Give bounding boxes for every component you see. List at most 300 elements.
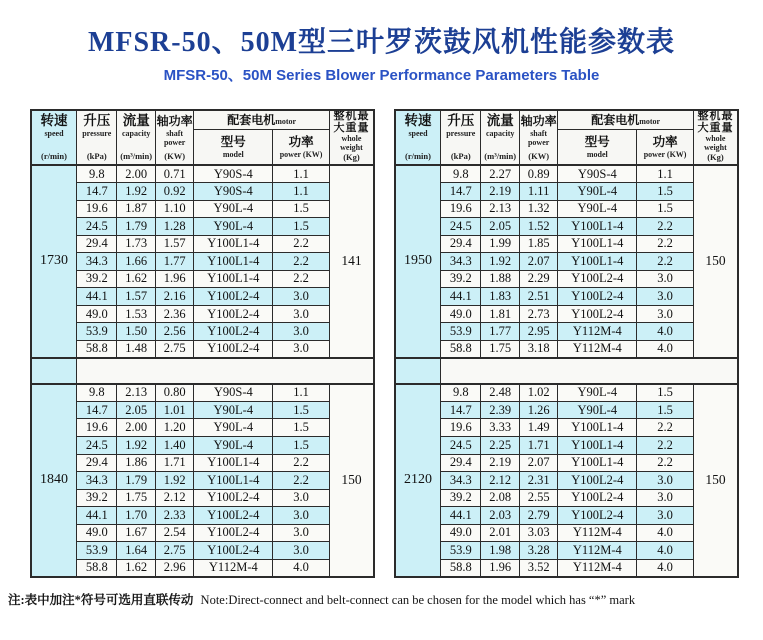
motor-power-cell: 2.2 <box>637 454 694 472</box>
capacity-cell: 1.98 <box>481 542 519 560</box>
capacity-cell: 3.33 <box>481 419 519 437</box>
motor-power-cell: 4.0 <box>637 340 694 358</box>
header-capacity-unit: (m³/min) <box>120 151 153 161</box>
header-weight-cn2: 大重量 <box>333 121 370 134</box>
motor-model-cell: Y90L-4 <box>194 218 273 236</box>
pressure-cell: 9.8 <box>441 384 481 402</box>
performance-table-left <box>30 109 375 578</box>
page-subtitle: MFSR-50、50M Series Blower Performance Parameters Table <box>163 67 600 84</box>
shaft-power-cell: 2.79 <box>519 507 557 525</box>
motor-power-cell: 2.2 <box>637 437 694 455</box>
capacity-cell: 1.88 <box>481 270 519 288</box>
motor-power-cell: 1.5 <box>273 419 330 437</box>
motor-power-cell: 2.2 <box>273 270 330 288</box>
shaft-power-cell: 1.96 <box>155 270 193 288</box>
motor-model-cell: Y100L2-4 <box>194 524 273 542</box>
table-row <box>395 323 738 341</box>
motor-model-cell: Y112M-4 <box>558 340 637 358</box>
capacity-cell: 1.87 <box>117 200 155 218</box>
performance-table-right <box>394 109 739 578</box>
motor-model-cell: Y90L-4 <box>194 437 273 455</box>
motor-model-cell: Y90L-4 <box>194 401 273 419</box>
capacity-cell: 2.48 <box>481 384 519 402</box>
pressure-cell: 19.6 <box>441 200 481 218</box>
capacity-cell: 2.19 <box>481 454 519 472</box>
capacity-cell: 1.70 <box>117 507 155 525</box>
motor-model-cell: Y100L2-4 <box>194 542 273 560</box>
pressure-cell: 29.4 <box>77 235 117 253</box>
table-row <box>395 165 738 183</box>
table-row <box>31 454 374 472</box>
header-capacity-en: capacity <box>485 129 515 138</box>
pressure-cell: 39.2 <box>77 489 117 507</box>
pressure-cell: 14.7 <box>441 183 481 201</box>
motor-model-cell: Y112M-4 <box>558 323 637 341</box>
motor-model-cell: Y90L-4 <box>194 200 273 218</box>
motor-model-cell: Y112M-4 <box>558 542 637 560</box>
header-capacity-cn: 流量 <box>122 113 150 128</box>
header-shaft-cn: 轴功率 <box>520 114 557 128</box>
page <box>0 20 763 640</box>
header-speed-en: speed <box>44 129 64 138</box>
pressure-cell: 58.8 <box>77 559 117 577</box>
table-row <box>31 305 374 323</box>
table-row <box>31 323 374 341</box>
capacity-cell: 1.57 <box>117 288 155 306</box>
table-row <box>31 253 374 271</box>
pressure-cell: 49.0 <box>77 305 117 323</box>
table-row <box>31 200 374 218</box>
pressure-cell: 9.8 <box>441 165 481 183</box>
col-header-weight <box>329 110 374 165</box>
col-header-shaft-power <box>155 110 193 165</box>
capacity-cell: 2.01 <box>481 524 519 542</box>
table-row <box>31 401 374 419</box>
shaft-power-cell: 1.11 <box>519 183 557 201</box>
table-body <box>31 165 374 577</box>
motor-power-cell: 3.0 <box>273 288 330 306</box>
shaft-power-cell: 2.75 <box>155 542 193 560</box>
header-pressure-en: pressure <box>82 129 112 138</box>
capacity-cell: 1.75 <box>481 340 519 358</box>
motor-model-cell: Y100L2-4 <box>558 489 637 507</box>
motor-model-cell: Y100L1-4 <box>194 253 273 271</box>
shaft-power-cell: 2.73 <box>519 305 557 323</box>
motor-power-cell: 2.2 <box>637 218 694 236</box>
shaft-power-cell: 2.36 <box>155 305 193 323</box>
weight-cell: 150 <box>693 165 738 358</box>
capacity-cell: 1.86 <box>117 454 155 472</box>
capacity-cell: 1.96 <box>481 559 519 577</box>
capacity-cell: 2.39 <box>481 401 519 419</box>
table-row <box>395 489 738 507</box>
table-row <box>31 507 374 525</box>
pressure-cell: 24.5 <box>77 218 117 236</box>
header-power-en: power (KW) <box>279 150 323 160</box>
table-header <box>31 110 374 165</box>
motor-power-cell: 2.2 <box>273 253 330 271</box>
shaft-power-cell: 3.52 <box>519 559 557 577</box>
speed-cell: 1950 <box>395 165 441 358</box>
capacity-cell: 1.92 <box>117 183 155 201</box>
shaft-power-cell: 1.49 <box>519 419 557 437</box>
shaft-power-cell: 1.02 <box>519 384 557 402</box>
motor-power-cell: 3.0 <box>273 323 330 341</box>
capacity-cell: 2.05 <box>117 401 155 419</box>
header-weight-unit: (Kg) <box>707 152 724 162</box>
capacity-cell: 1.92 <box>481 253 519 271</box>
col-header-motor-model <box>194 130 273 165</box>
motor-power-cell: 1.5 <box>273 218 330 236</box>
pressure-cell: 34.3 <box>441 253 481 271</box>
table-row <box>395 340 738 358</box>
motor-power-cell: 3.0 <box>637 288 694 306</box>
motor-power-cell: 4.0 <box>637 524 694 542</box>
pressure-cell: 34.3 <box>441 472 481 490</box>
capacity-cell: 1.64 <box>117 542 155 560</box>
header-speed-cn: 转速 <box>404 113 432 128</box>
motor-power-cell: 3.0 <box>273 340 330 358</box>
pressure-cell: 58.8 <box>441 559 481 577</box>
motor-power-cell: 4.0 <box>273 559 330 577</box>
capacity-cell: 1.79 <box>117 218 155 236</box>
shaft-power-cell: 3.28 <box>519 542 557 560</box>
motor-model-cell: Y100L1-4 <box>194 235 273 253</box>
pressure-cell: 24.5 <box>441 218 481 236</box>
pressure-cell: 19.6 <box>77 419 117 437</box>
motor-model-cell: Y100L2-4 <box>194 323 273 341</box>
capacity-cell: 2.00 <box>117 165 155 183</box>
pressure-cell: 29.4 <box>441 454 481 472</box>
capacity-cell: 2.25 <box>481 437 519 455</box>
pressure-cell: 39.2 <box>77 270 117 288</box>
pressure-cell: 14.7 <box>77 183 117 201</box>
shaft-power-cell: 2.75 <box>155 340 193 358</box>
table-row <box>395 235 738 253</box>
capacity-cell: 2.03 <box>481 507 519 525</box>
tables-area <box>0 109 763 577</box>
col-header-speed <box>395 110 441 165</box>
motor-power-cell: 2.2 <box>637 235 694 253</box>
capacity-cell: 1.92 <box>117 437 155 455</box>
header-pressure-unit: (kPa) <box>450 151 471 161</box>
motor-model-cell: Y100L2-4 <box>558 288 637 306</box>
shaft-power-cell: 1.77 <box>155 253 193 271</box>
motor-model-cell: Y90S-4 <box>194 384 273 402</box>
shaft-power-cell: 1.10 <box>155 200 193 218</box>
table-row <box>395 559 738 577</box>
table-row <box>31 437 374 455</box>
motor-model-cell: Y90L-4 <box>194 419 273 437</box>
motor-power-cell: 4.0 <box>637 559 694 577</box>
weight-cell: 141 <box>329 165 374 358</box>
motor-power-cell: 3.0 <box>637 305 694 323</box>
separator-speed-cell <box>31 358 77 384</box>
table-row <box>395 270 738 288</box>
capacity-cell: 1.53 <box>117 305 155 323</box>
header-motor-en: motor <box>275 117 297 127</box>
shaft-power-cell: 2.56 <box>155 323 193 341</box>
pressure-cell: 14.7 <box>77 401 117 419</box>
capacity-cell: 2.08 <box>481 489 519 507</box>
capacity-cell: 2.12 <box>481 472 519 490</box>
header-weight-cn1: 整机最 <box>333 110 370 122</box>
pressure-cell: 19.6 <box>441 419 481 437</box>
header-model-en: model <box>222 150 244 160</box>
capacity-cell: 1.77 <box>481 323 519 341</box>
table-body <box>395 165 738 577</box>
group-separator-row <box>31 358 374 384</box>
header-speed-unit: (r/min) <box>405 151 431 161</box>
pressure-cell: 39.2 <box>441 270 481 288</box>
header-weight-en: whole weight <box>704 134 727 152</box>
motor-model-cell: Y112M-4 <box>194 559 273 577</box>
pressure-cell: 44.1 <box>77 288 117 306</box>
shaft-power-cell: 3.18 <box>519 340 557 358</box>
motor-model-cell: Y100L2-4 <box>558 270 637 288</box>
shaft-power-cell: 2.07 <box>519 253 557 271</box>
motor-power-cell: 1.5 <box>273 200 330 218</box>
col-header-shaft-power <box>519 110 557 165</box>
col-header-weight <box>693 110 738 165</box>
pressure-cell: 9.8 <box>77 165 117 183</box>
header-pressure-cn: 升压 <box>83 113 111 128</box>
separator-cell <box>77 358 374 384</box>
motor-power-cell: 1.5 <box>637 200 694 218</box>
group-separator-row <box>395 358 738 384</box>
capacity-cell: 1.81 <box>481 305 519 323</box>
table-row <box>31 419 374 437</box>
capacity-cell: 2.13 <box>117 384 155 402</box>
table-row <box>31 524 374 542</box>
shaft-power-cell: 1.71 <box>519 437 557 455</box>
motor-power-cell: 1.1 <box>637 165 694 183</box>
motor-power-cell: 1.1 <box>273 165 330 183</box>
table-row <box>395 542 738 560</box>
header-power-en: power (KW) <box>643 150 687 160</box>
motor-power-cell: 3.0 <box>637 489 694 507</box>
motor-model-cell: Y112M-4 <box>558 524 637 542</box>
motor-model-cell: Y90S-4 <box>558 165 637 183</box>
shaft-power-cell: 0.71 <box>155 165 193 183</box>
pressure-cell: 34.3 <box>77 253 117 271</box>
footnote-english: Note:Direct-connect and belt-connect can be chosen for the model which has “*” mark <box>200 593 636 607</box>
motor-power-cell: 2.2 <box>273 472 330 490</box>
shaft-power-cell: 2.54 <box>155 524 193 542</box>
table-row <box>395 507 738 525</box>
motor-model-cell: Y100L1-4 <box>558 235 637 253</box>
shaft-power-cell: 3.03 <box>519 524 557 542</box>
table-row <box>31 165 374 183</box>
header-model-cn: 型号 <box>584 135 610 150</box>
capacity-cell: 2.27 <box>481 165 519 183</box>
shaft-power-cell: 1.71 <box>155 454 193 472</box>
table-row <box>31 270 374 288</box>
table-row <box>395 401 738 419</box>
motor-model-cell: Y100L2-4 <box>558 507 637 525</box>
motor-model-cell: Y100L1-4 <box>558 253 637 271</box>
page-title: MFSR-50、50M型三叶罗茨鼓风机性能参数表 <box>87 27 676 58</box>
motor-model-cell: Y90L-4 <box>558 183 637 201</box>
speed-cell: 2120 <box>395 384 441 577</box>
shaft-power-cell: 1.92 <box>155 472 193 490</box>
weight-cell: 150 <box>329 384 374 577</box>
shaft-power-cell: 2.55 <box>519 489 557 507</box>
table-row <box>31 472 374 490</box>
capacity-cell: 2.00 <box>117 419 155 437</box>
header-capacity-unit: (m³/min) <box>484 151 517 161</box>
col-header-motor-group <box>558 110 694 130</box>
motor-model-cell: Y100L2-4 <box>194 305 273 323</box>
shaft-power-cell: 1.01 <box>155 401 193 419</box>
pressure-cell: 44.1 <box>77 507 117 525</box>
header-motor-cn: 配套电机 <box>591 113 640 128</box>
shaft-power-cell: 2.07 <box>519 454 557 472</box>
motor-power-cell: 1.5 <box>637 183 694 201</box>
table-row <box>31 489 374 507</box>
shaft-power-cell: 1.85 <box>519 235 557 253</box>
shaft-power-cell: 2.29 <box>519 270 557 288</box>
pressure-cell: 49.0 <box>77 524 117 542</box>
pressure-cell: 44.1 <box>441 288 481 306</box>
pressure-cell: 53.9 <box>77 323 117 341</box>
shaft-power-cell: 1.57 <box>155 235 193 253</box>
motor-model-cell: Y100L2-4 <box>194 507 273 525</box>
table-row <box>31 559 374 577</box>
motor-model-cell: Y100L2-4 <box>558 472 637 490</box>
motor-power-cell: 3.0 <box>637 507 694 525</box>
motor-model-cell: Y100L1-4 <box>558 419 637 437</box>
motor-power-cell: 1.5 <box>637 384 694 402</box>
motor-power-cell: 1.5 <box>273 401 330 419</box>
motor-power-cell: 1.5 <box>637 401 694 419</box>
header-pressure-en: pressure <box>446 129 476 138</box>
table-row <box>31 542 374 560</box>
table-row <box>31 340 374 358</box>
motor-power-cell: 3.0 <box>273 305 330 323</box>
table-row <box>395 454 738 472</box>
shaft-power-cell: 0.80 <box>155 384 193 402</box>
table-row <box>31 384 374 402</box>
header-model-en: model <box>586 150 608 160</box>
speed-cell: 1840 <box>31 384 77 577</box>
shaft-power-cell: 1.52 <box>519 218 557 236</box>
header-weight-cn2: 大重量 <box>697 121 734 134</box>
header-weight-en: whole weight <box>340 134 363 152</box>
motor-power-cell: 2.2 <box>637 253 694 271</box>
table-row <box>395 524 738 542</box>
pressure-cell: 49.0 <box>441 305 481 323</box>
capacity-cell: 1.67 <box>117 524 155 542</box>
header-power-cn: 功率 <box>288 135 314 150</box>
header-speed-unit: (r/min) <box>41 151 67 161</box>
header-motor-en: motor <box>639 117 661 127</box>
motor-power-cell: 2.2 <box>273 235 330 253</box>
speed-cell: 1730 <box>31 165 77 358</box>
table-row <box>395 288 738 306</box>
table-row <box>31 235 374 253</box>
header-speed-cn: 转速 <box>40 113 68 128</box>
motor-power-cell: 2.2 <box>273 454 330 472</box>
table-row <box>395 218 738 236</box>
motor-power-cell: 3.0 <box>637 472 694 490</box>
separator-cell <box>441 358 738 384</box>
shaft-power-cell: 1.20 <box>155 419 193 437</box>
header-motor-cn: 配套电机 <box>227 113 276 128</box>
header-pressure-unit: (kPa) <box>86 151 107 161</box>
motor-model-cell: Y90S-4 <box>194 183 273 201</box>
col-header-capacity <box>117 110 155 165</box>
pressure-cell: 29.4 <box>441 235 481 253</box>
col-header-motor-model <box>558 130 637 165</box>
motor-model-cell: Y100L1-4 <box>558 437 637 455</box>
motor-model-cell: Y100L1-4 <box>558 454 637 472</box>
col-header-speed <box>31 110 77 165</box>
capacity-cell: 1.73 <box>117 235 155 253</box>
motor-model-cell: Y100L2-4 <box>194 340 273 358</box>
header-power-cn: 功率 <box>652 135 678 150</box>
header-speed-en: speed <box>408 129 428 138</box>
capacity-cell: 1.83 <box>481 288 519 306</box>
header-capacity-en: capacity <box>121 129 151 138</box>
motor-power-cell: 3.0 <box>273 489 330 507</box>
table-row <box>31 218 374 236</box>
capacity-cell: 2.19 <box>481 183 519 201</box>
pressure-cell: 44.1 <box>441 507 481 525</box>
table-row <box>395 253 738 271</box>
pressure-cell: 53.9 <box>441 542 481 560</box>
motor-model-cell: Y112M-4 <box>558 559 637 577</box>
shaft-power-cell: 1.28 <box>155 218 193 236</box>
header-shaft-unit: (KW) <box>528 151 550 161</box>
weight-cell: 150 <box>693 384 738 577</box>
pressure-cell: 53.9 <box>77 542 117 560</box>
pressure-cell: 19.6 <box>77 200 117 218</box>
header-model-cn: 型号 <box>220 135 246 150</box>
capacity-cell: 2.13 <box>481 200 519 218</box>
capacity-cell: 1.50 <box>117 323 155 341</box>
capacity-cell: 2.05 <box>481 218 519 236</box>
col-header-capacity <box>481 110 519 165</box>
table-row <box>395 183 738 201</box>
capacity-cell: 1.75 <box>117 489 155 507</box>
motor-model-cell: Y100L2-4 <box>194 288 273 306</box>
col-header-motor-power <box>273 130 330 165</box>
shaft-power-cell: 2.95 <box>519 323 557 341</box>
table-row <box>395 437 738 455</box>
shaft-power-cell: 1.40 <box>155 437 193 455</box>
motor-model-cell: Y100L2-4 <box>558 305 637 323</box>
capacity-cell: 1.99 <box>481 235 519 253</box>
header-pressure-cn: 升压 <box>447 113 475 128</box>
pressure-cell: 49.0 <box>441 524 481 542</box>
motor-model-cell: Y100L1-4 <box>558 218 637 236</box>
header-shaft-en: shaft power <box>163 129 186 147</box>
pressure-cell: 53.9 <box>441 323 481 341</box>
motor-power-cell: 4.0 <box>637 542 694 560</box>
capacity-cell: 1.48 <box>117 340 155 358</box>
motor-power-cell: 4.0 <box>637 323 694 341</box>
header-shaft-unit: (KW) <box>164 151 186 161</box>
header-shaft-en: shaft power <box>527 129 550 147</box>
header-weight-cn1: 整机最 <box>697 110 734 122</box>
pressure-cell: 24.5 <box>441 437 481 455</box>
shaft-power-cell: 2.51 <box>519 288 557 306</box>
motor-power-cell: 2.2 <box>637 419 694 437</box>
pressure-cell: 14.7 <box>441 401 481 419</box>
motor-power-cell: 1.1 <box>273 384 330 402</box>
table-row <box>395 200 738 218</box>
